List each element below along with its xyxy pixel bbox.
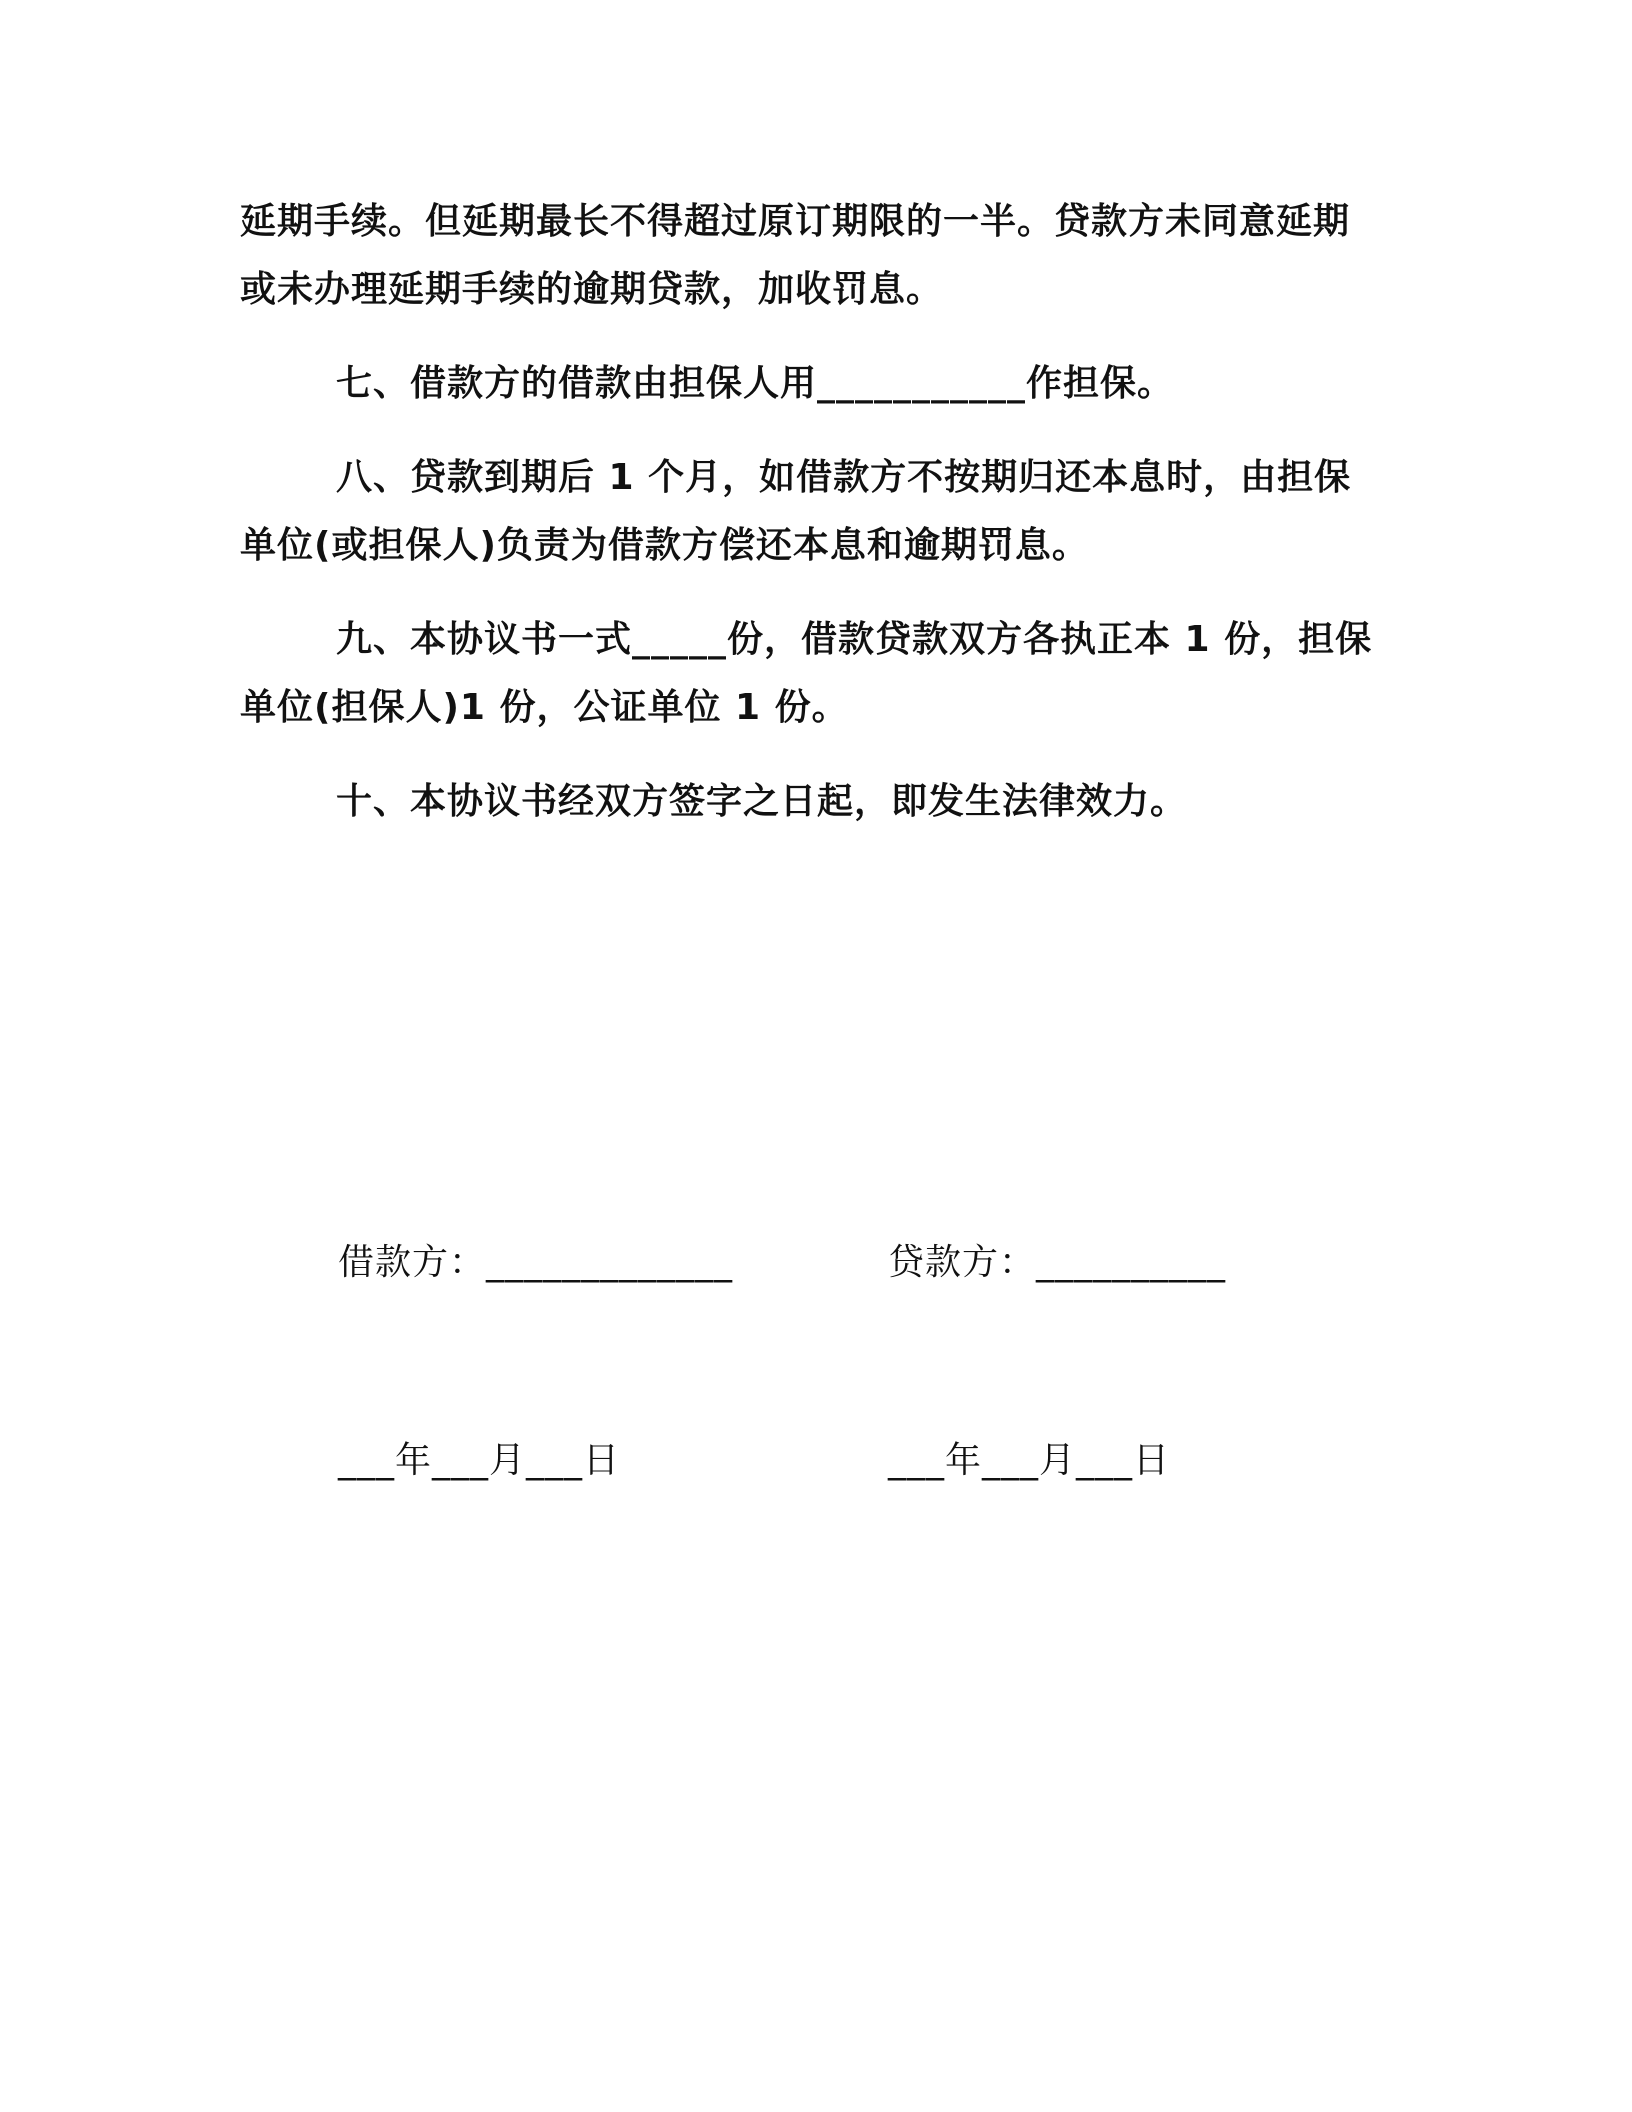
paragraph-clause-7: 七、借款方的借款由担保人用___________作担保。 (336, 363, 1175, 404)
borrower-date: ___年___月___日 (338, 1440, 621, 1481)
borrower-signature-block (338, 1098, 733, 1626)
paragraph-clause-9: 九、本协议书一式_____份，借款贷款双方各执正本 1 份，担保单位(担保人)1 份，公证单位 1 份。 (240, 619, 1373, 728)
lender-label: 贷款方：__________ (888, 1242, 1227, 1283)
lender-date: ___年___月___日 (888, 1440, 1171, 1481)
borrower-label: 借款方：_____________ (338, 1242, 734, 1283)
paragraph-clause-8: 八、贷款到期后 1 个月，如借款方不按期归还本息时，由担保单位(或担保人)负责为借款方偿还本息和逾期罚息。 (240, 457, 1352, 566)
lender-signature-block (888, 1098, 1226, 1626)
body-text (240, 188, 1380, 862)
paragraph-extension-clause: 延期手续。但延期最长不得超过原订期限的一半。贷款方未同意延期或未办理延期手续的逾期贷款，加收罚息。 (240, 201, 1351, 310)
paragraph-clause-10: 十、本协议书经双方签字之日起，即发生法律效力。 (336, 781, 1188, 822)
